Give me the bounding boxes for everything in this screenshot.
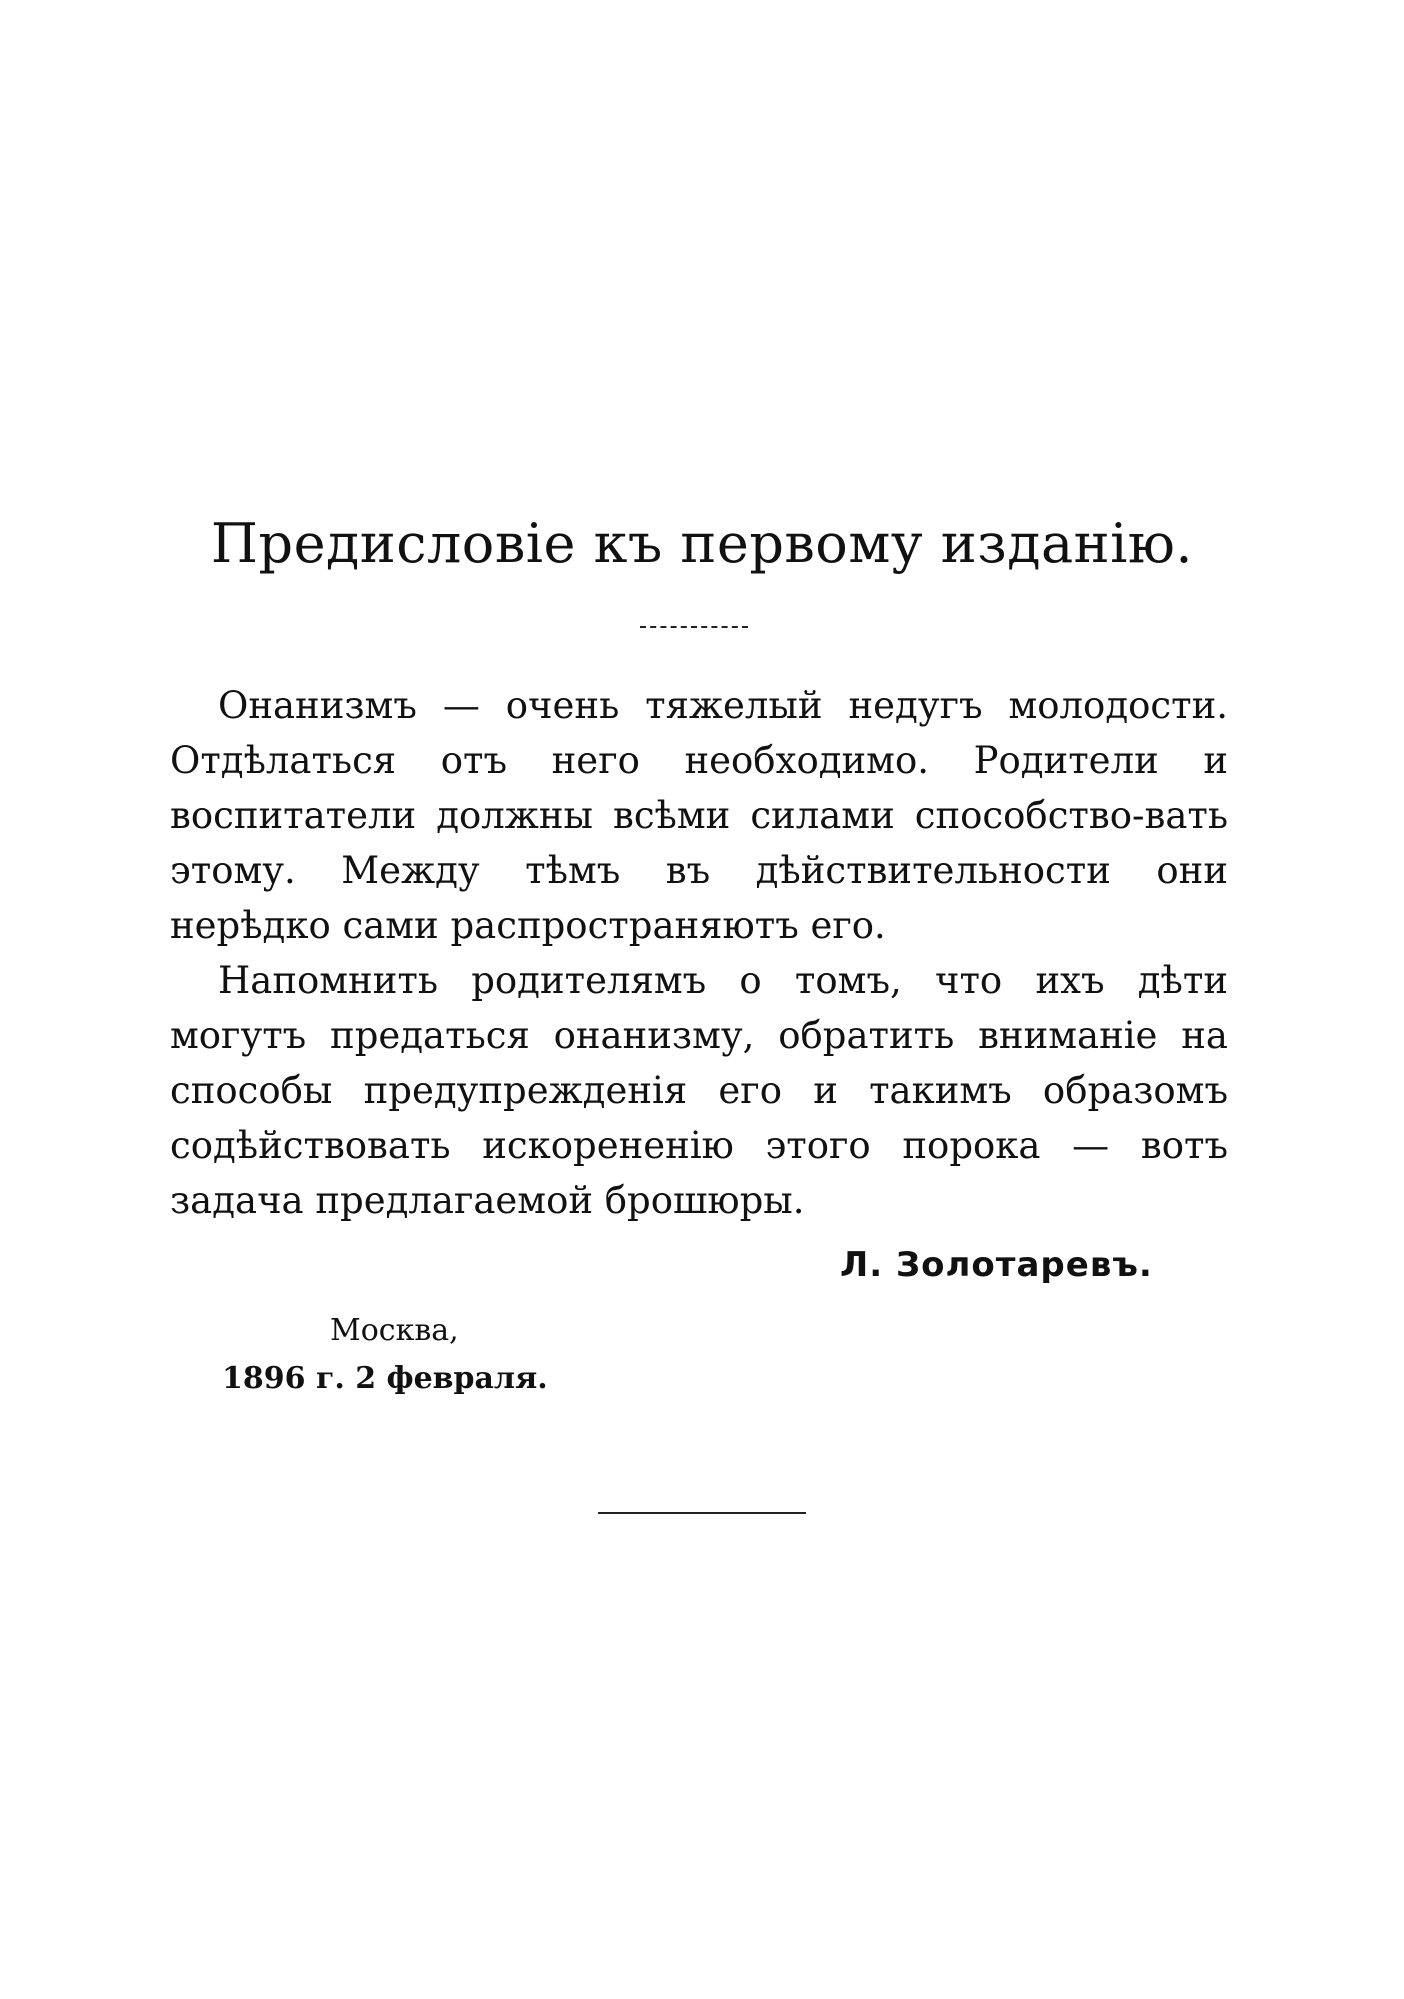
- page-title: Предисловіе къ первому изданію.: [210, 512, 1194, 575]
- title-divider: [640, 626, 748, 628]
- end-divider: [598, 1512, 806, 1514]
- paragraph: Напомнить родителямъ о томъ, что ихъ дѣти могутъ предаться онанизму, обратить вниманіе на способы предупрежденія его и такимъ образомъ содѣйствовать искорененію этого порока — вотъ задача предлагаемой брошюры.: [170, 959, 1228, 1222]
- preface-body: [170, 678, 1228, 1228]
- author-signature: Л. Золотаревъ.: [840, 1245, 1153, 1285]
- paragraph: Онанизмъ — очень тяжелый недугъ молодости. Отдѣлаться отъ него необходимо. Родители и воспитатели должны всѣми силами способство-вать этому. Между тѣмъ въ дѣйствительности они нерѣдко сами распространяютъ его.: [170, 684, 1228, 947]
- date-line: 1896 г. 2 февраля.: [222, 1361, 548, 1396]
- place-line: Москва,: [330, 1313, 459, 1348]
